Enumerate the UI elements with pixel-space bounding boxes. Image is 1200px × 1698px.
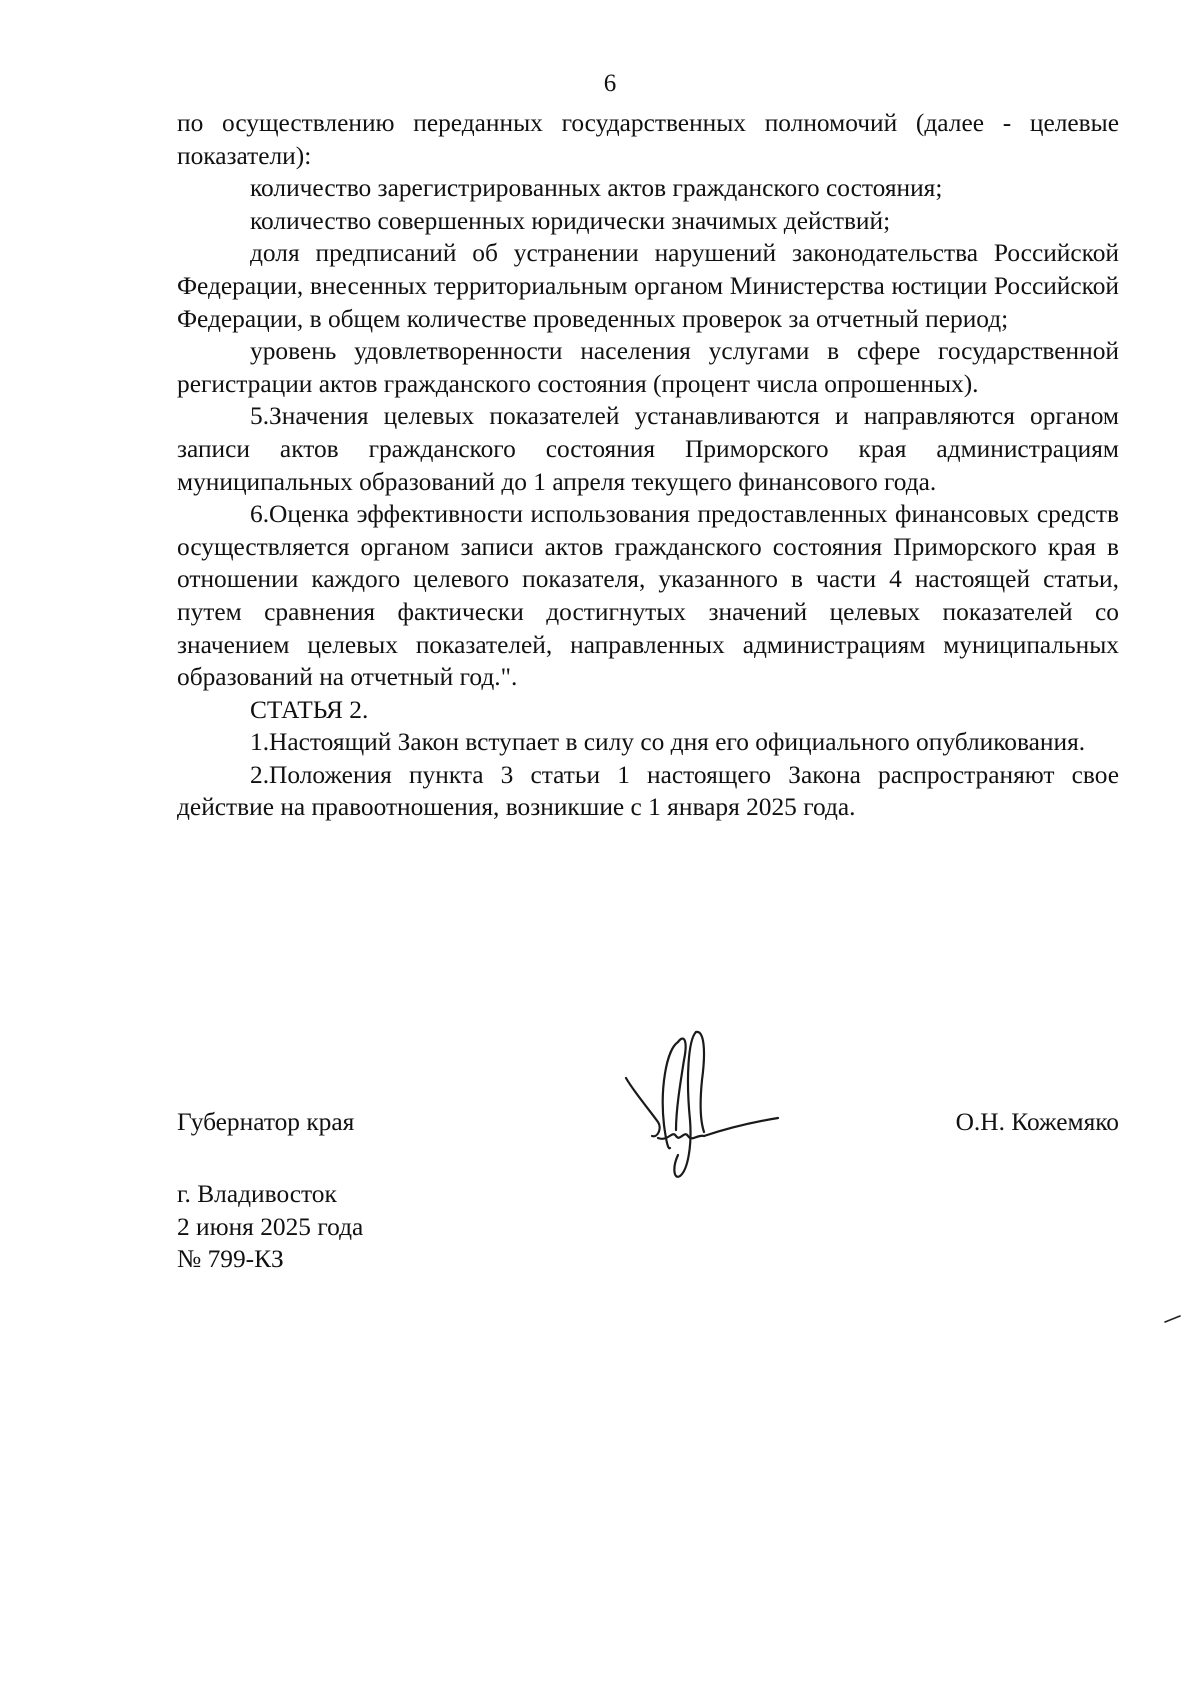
page-number: 6 (603, 70, 617, 97)
article-2-heading: СТАТЬЯ 2. (250, 695, 369, 724)
governor-title: Губернатор края (177, 1108, 355, 1136)
article-2-item-2: 2.Положения пункта 3 статьи 1 настоящего Закона распространяют свое действие на правоотношения, возникшие с 1 января 2025 года. (177, 760, 1119, 822)
paragraph-continuation: по осуществлению переданных государственных полномочий (далее - целевые показатели): (177, 109, 1119, 170)
paragraph-part-6: 6.Оценка эффективности использования предоставленных финансовых средств осуществляется органом записи актов гражданского состояния Приморского края в отношении каждого целевого показателя, указанного в части 4 настоящей статьи, путем сравнения фактически достигнутых значений целевых показателей со значением целевых показателей, направленных администрациям муниципальных образований на отчетный год.". (177, 500, 1119, 692)
footer-date: 2 июня 2025 года (177, 1212, 364, 1241)
scan-speck (1164, 1314, 1182, 1324)
paragraph-indicator-3: доля предписаний об устранении нарушений законодательства Российской Федерации, внесенных территориальным органом Министерства юстиции Российской Федерации, в общем количестве проведенных проверок за отчетный период; (177, 239, 1119, 333)
footer-number: № 799-КЗ (177, 1245, 284, 1274)
document-footer (177, 1178, 363, 1276)
governor-name: О.Н. Кожемяко (955, 1108, 1119, 1136)
paragraph-part-5: 5.Значения целевых показателей устанавливаются и направляются органом записи актов гражданского состояния Приморского края администрациям муниципальных образований до 1 апреля текущего финансового года. (177, 402, 1119, 496)
article-2-item-1: 1.Настоящий Закон вступает в силу со дня его официального опубликования. (250, 728, 1086, 757)
paragraph-indicator-2: количество совершенных юридически значимых действий; (250, 206, 891, 235)
paragraph-indicator-1: количество зарегистрированных актов гражданского состояния; (250, 174, 943, 203)
document-body (177, 107, 1119, 824)
footer-city: г. Владивосток (177, 1180, 337, 1208)
handwritten-signature (618, 1030, 788, 1180)
paragraph-indicator-4: уровень удовлетворенности населения услугами в сфере государственной регистрации актов гражданского состояния (процент числа опрошенных). (177, 337, 1119, 398)
